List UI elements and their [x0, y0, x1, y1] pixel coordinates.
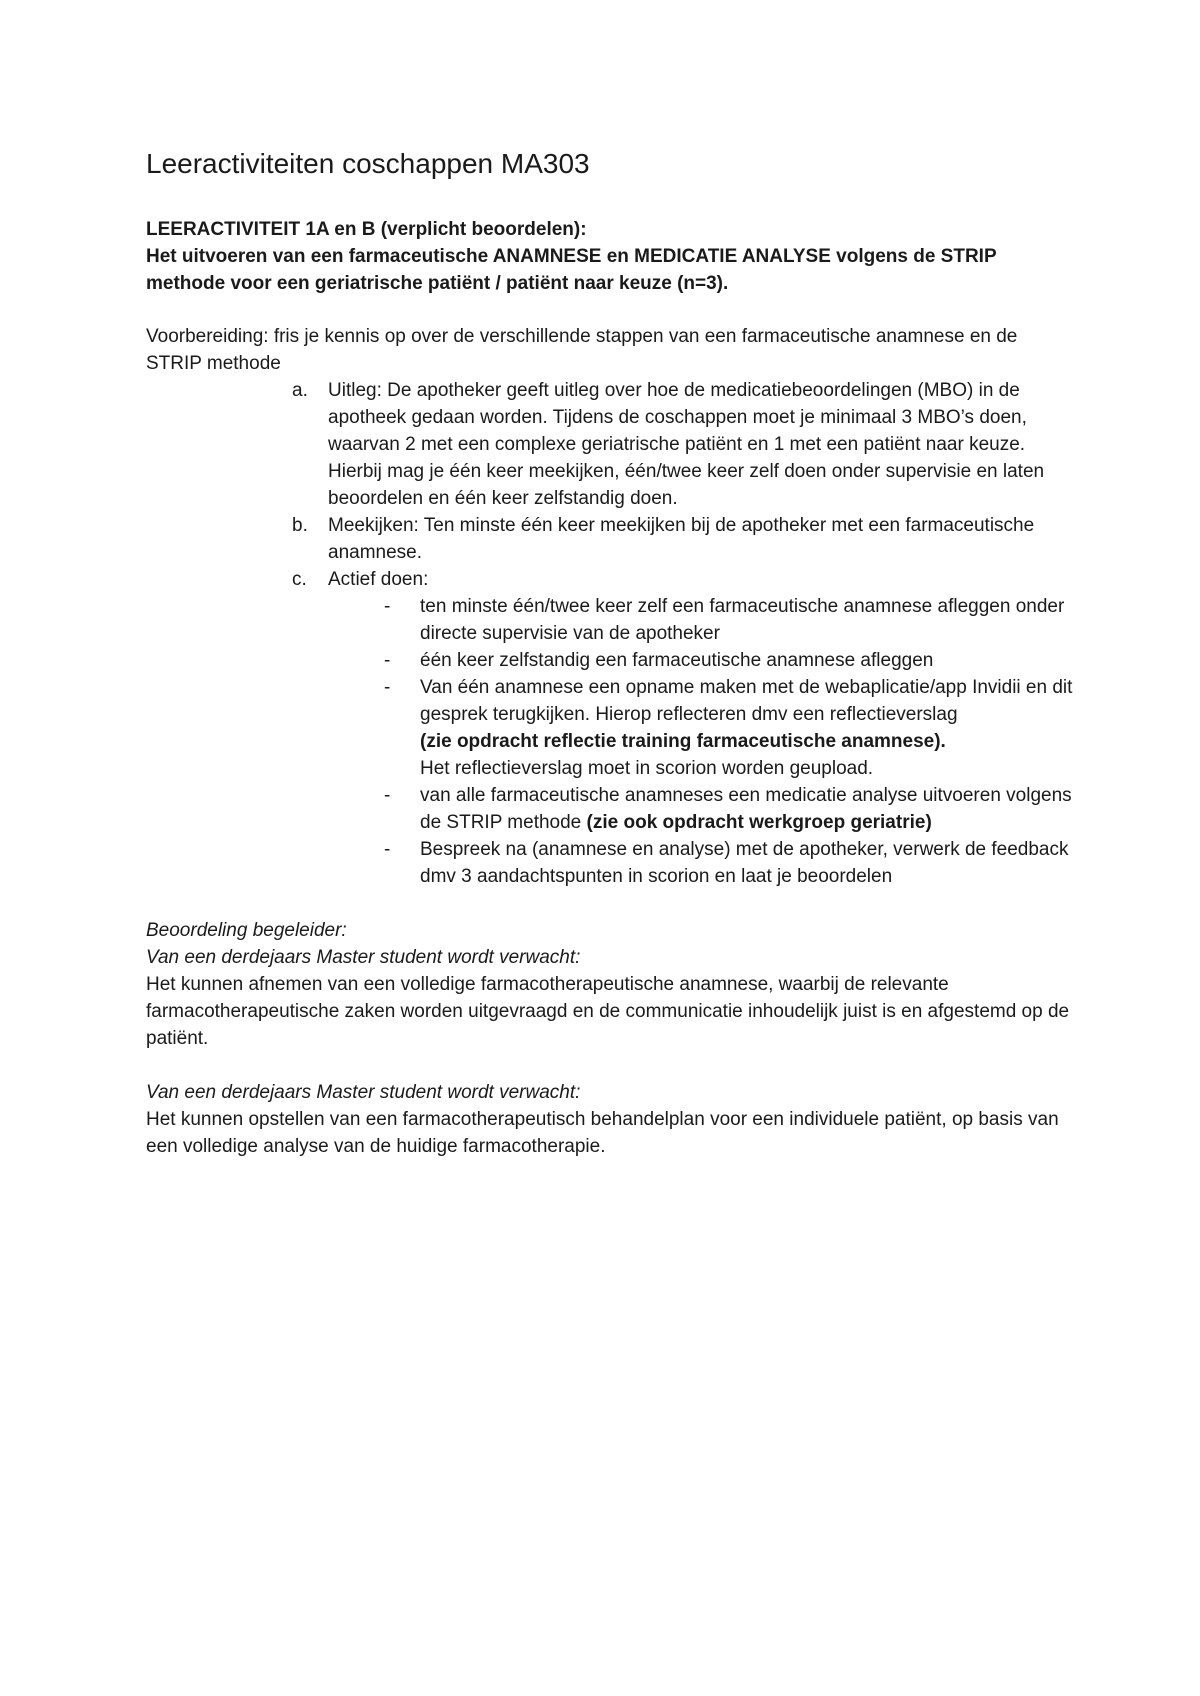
list-marker: a.	[292, 380, 308, 401]
dash-marker: -	[384, 839, 391, 860]
list-marker: c.	[292, 569, 307, 590]
list-item-text: Van één anamnese een opname maken met de webaplicatie/app Invidii en dit gesprek terugkijken. Hierop reflecteren dmv een reflectieverslag	[420, 677, 1073, 725]
assessment-section	[146, 917, 1076, 1160]
list-item	[384, 836, 1076, 890]
list-item	[292, 377, 1076, 512]
expectation-text: Het kunnen opstellen van een farmacotherapeutisch behandelplan voor een individuele patiënt, op basis van een volledige analyse van de huidige farmacotherapie.	[146, 1109, 1059, 1157]
upload-instruction: Het reflectieverslag moet in scorion worden geupload.	[420, 758, 874, 779]
activity-heading: LEERACTIVITEIT 1A en B (verplicht beoordelen):	[146, 219, 587, 240]
dash-marker: -	[384, 596, 391, 617]
list-item-text: van alle farmaceutische anamneses een medicatie analyse uitvoeren volgens de STRIP methode	[420, 785, 1072, 833]
list-item	[292, 566, 1076, 890]
activity-steps-list	[146, 377, 1076, 890]
geriatrics-assignment-reference: (zie ook opdracht werkgroep geriatrie)	[586, 812, 932, 833]
list-item	[292, 512, 1076, 566]
activity-description: Het uitvoeren van een farmaceutische ANAMNESE en MEDICATIE ANALYSE volgens de STRIP methode voor een geriatrische patiënt / patiënt naar keuze (n=3).	[146, 246, 997, 294]
preparation-text: Voorbereiding: fris je kennis op over de verschillende stappen van een farmaceutische anamnese en de STRIP methode	[146, 326, 1018, 374]
list-item-text: één keer zelfstandig een farmaceutische anamnese afleggen	[420, 650, 934, 671]
dash-marker: -	[384, 677, 391, 698]
list-item-text: ten minste één/twee keer zelf een farmaceutische anamnese afleggen onder directe supervisie van de apotheker	[420, 596, 1065, 644]
dash-marker: -	[384, 650, 391, 671]
list-item-text: Meekijken: Ten minste één keer meekijken bij de apotheker met een farmaceutische anamnese.	[328, 515, 1035, 563]
reflection-assignment-reference: (zie opdracht reflectie training farmaceutische anamnese).	[420, 731, 946, 752]
document-content	[146, 146, 1076, 1160]
list-marker: b.	[292, 515, 308, 536]
list-item	[384, 782, 1076, 836]
active-tasks-list	[328, 593, 1076, 890]
list-item-text: Uitleg: De apotheker geeft uitleg over hoe de medicatiebeoordelingen (MBO) in de apotheek gedaan worden. Tijdens de coschappen moet je minimaal 3 MBO’s doen, waarvan 2 met een complexe geriatrische patiënt en 1 met een patiënt naar keuze. Hierbij mag je één keer meekijken, één/twee keer zelf doen onder supervisie en laten beoordelen en één keer zelfstandig doen.	[328, 380, 1045, 509]
expectation-heading: Van een derdejaars Master student wordt verwacht:	[146, 1082, 581, 1103]
expectation-heading: Van een derdejaars Master student wordt verwacht:	[146, 947, 581, 968]
list-item	[384, 647, 1076, 674]
list-item	[384, 674, 1076, 782]
list-item-text: Actief doen:	[328, 569, 429, 590]
dash-marker: -	[384, 785, 391, 806]
document-title: Leeractiviteiten coschappen MA303	[146, 148, 590, 179]
list-item-text: Bespreek na (anamnese en analyse) met de apotheker, verwerk de feedback dmv 3 aandachtspunten in scorion en laat je beoordelen	[420, 839, 1069, 887]
list-item	[384, 593, 1076, 647]
assessment-heading: Beoordeling begeleider:	[146, 920, 347, 941]
expectation-text: Het kunnen afnemen van een volledige farmacotherapeutische anamnese, waarbij de relevante farmacotherapeutische zaken worden uitgevraagd en de communicatie inhoudelijk juist is en afgestemd op de patiënt.	[146, 974, 1070, 1049]
